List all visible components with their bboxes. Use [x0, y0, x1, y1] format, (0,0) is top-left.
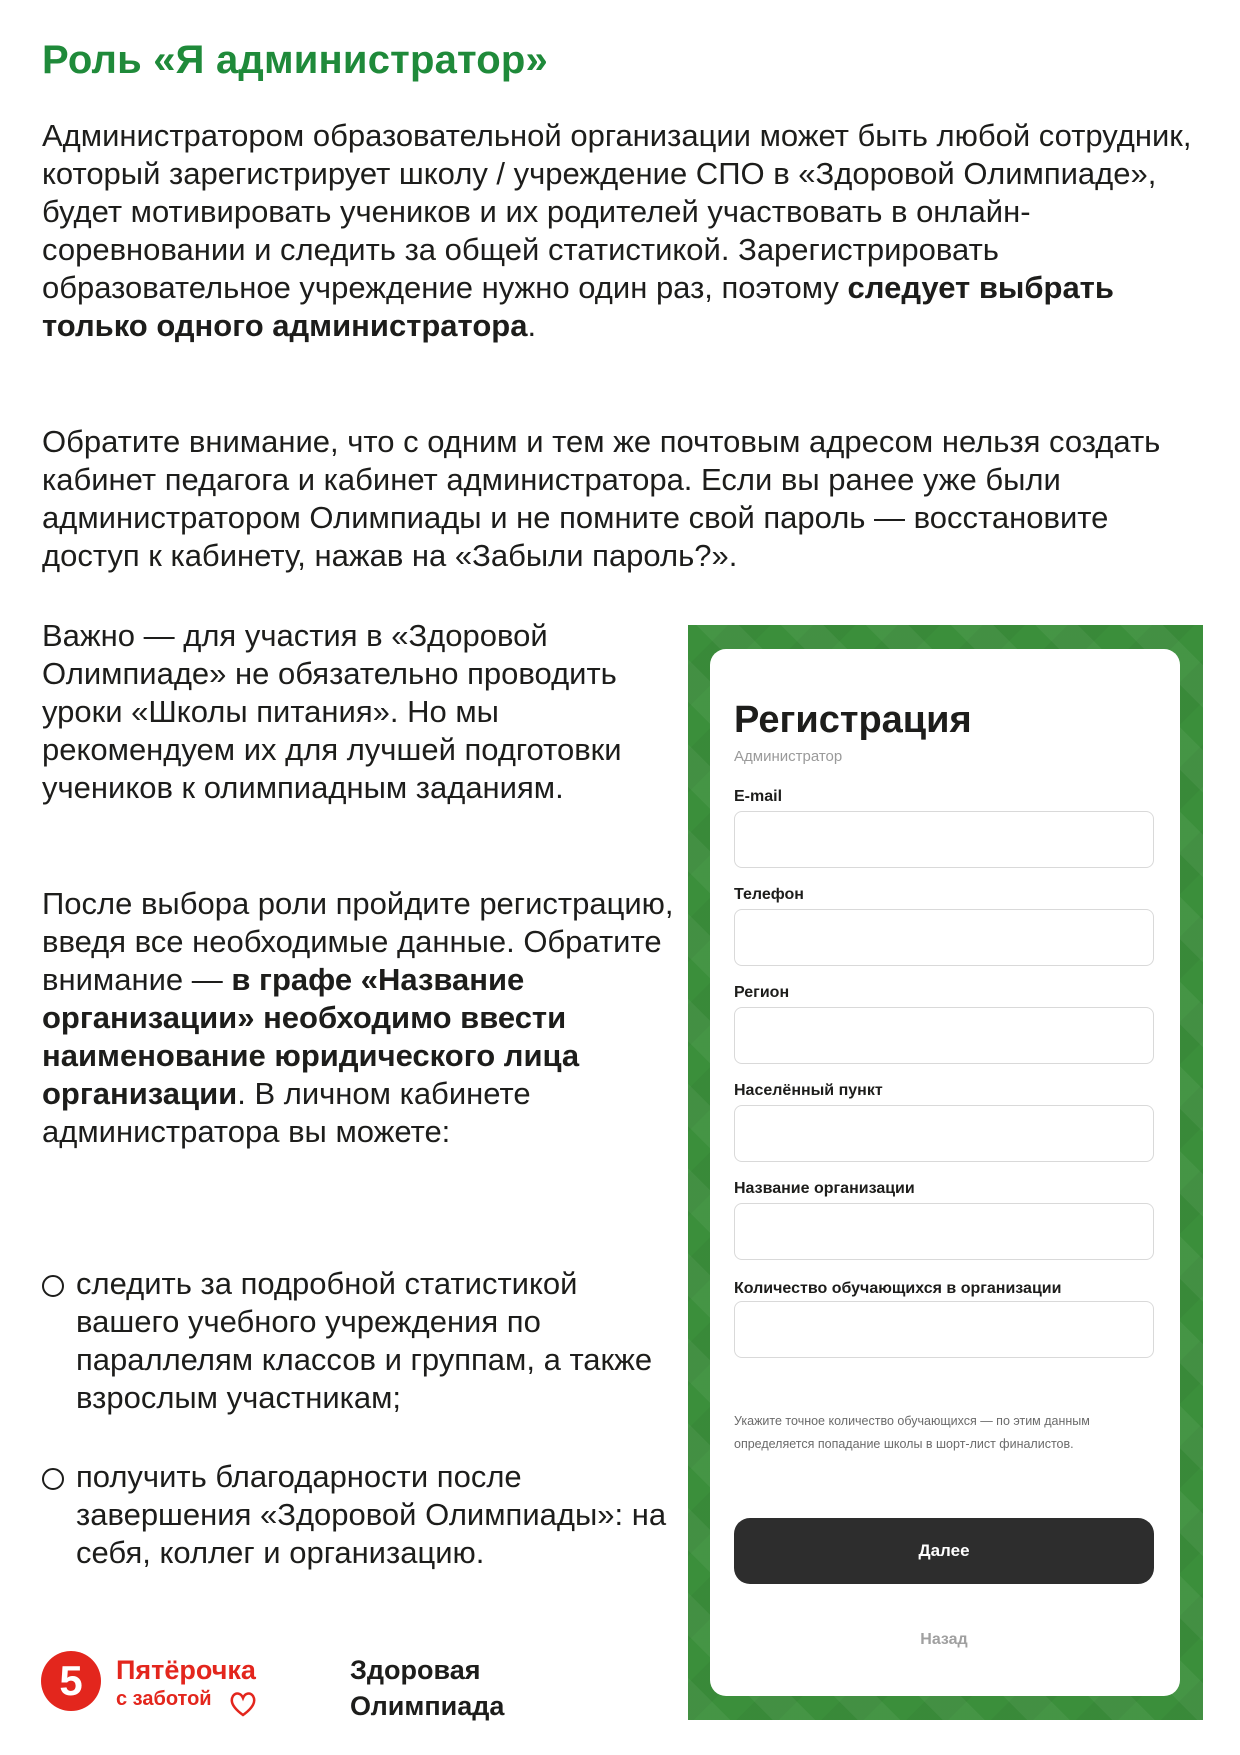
phone-field[interactable] [734, 909, 1154, 966]
registration-card [710, 649, 1180, 1696]
students-count-label: Количество обучающихся в организации [734, 1280, 1062, 1297]
locality-label: Населённый пункт [734, 1082, 883, 1099]
registration-text: После выбора роли пройдите регистрацию, введя все необходимые данные. Обратите внимание — [42, 886, 674, 997]
phone-label: Телефон [734, 886, 804, 903]
pyaterochka-logo-icon [40, 1650, 102, 1712]
locality-field[interactable] [734, 1105, 1154, 1162]
notice-paragraph: Обратите внимание, что с одним и тем же почтовым адресом нельзя создать кабинет педагога и кабинет администратора. Если вы ранее уже были администратором Олимпиады и не помните свой пароль — восстановите доступ к кабинету, нажав на «Забыли пароль?». [42, 424, 1161, 573]
students-count-hint: Укажите точное количество обучающихся — по этим данным определяется попадание школы в шорт-лист финалистов. [734, 1414, 1090, 1451]
registration-role: Администратор [734, 748, 843, 765]
registration-paragraph [42, 885, 682, 1151]
list-item-text: получить благодарности после завершения «Здоровой Олимпиады»: на себя, коллег и организацию. [76, 1459, 667, 1570]
email-field[interactable] [734, 811, 1154, 868]
intro-end: . [527, 308, 537, 343]
registration-screenshot [688, 625, 1203, 1720]
students-count-field[interactable] [734, 1301, 1154, 1358]
brand-name: Пятёрочка [116, 1655, 256, 1685]
olympiad-logo-line2: Олимпиада [350, 1691, 505, 1721]
list-item [42, 1265, 682, 1417]
registration-bold-text: в графе «Название организации» необходимо ввести наименование юридического лица организации [42, 962, 580, 1111]
intro-paragraph [42, 117, 1212, 345]
important-paragraph: Важно — для участия в «Здоровой Олимпиаде» не обязательно проводить уроки «Школы питания». Но мы рекомендуем их для лучшей подготовки учеников к олимпиадным заданиям. [42, 618, 622, 805]
list-item [42, 1458, 682, 1572]
registration-title: Регистрация [734, 699, 972, 741]
registration-end: . В личном кабинете администратора вы можете: [42, 1076, 531, 1149]
list-item-text: следить за подробной статистикой вашего учебного учреждения по параллелям классов и группам, а также взрослым участникам; [76, 1266, 653, 1415]
circle-bullet-icon [42, 1468, 64, 1490]
olympiad-logo-line1: Здоровая [350, 1655, 481, 1685]
email-label: E-mail [734, 788, 783, 805]
next-button[interactable]: Далее [734, 1518, 1154, 1584]
brand-tagline: с заботой [116, 1688, 212, 1710]
region-field[interactable] [734, 1007, 1154, 1064]
back-link[interactable]: Назад [920, 1631, 968, 1648]
org-name-label: Название организации [734, 1180, 915, 1197]
org-name-field[interactable] [734, 1203, 1154, 1260]
region-label: Регион [734, 984, 790, 1001]
intro-text: Администратором образовательной организации может быть любой сотрудник, который зарегистрирует школу / учреждение СПО в «Здоровой Олимпиаде», будет мотивировать учеников и их родителей участвовать в онлайн-соревновании и следить за общей статистикой. Зарегистрировать образовательное учреждение нужно один раз, поэтому [42, 118, 1192, 305]
circle-bullet-icon [42, 1275, 64, 1297]
page-title: Роль «Я администратор» [42, 38, 549, 82]
logo-digit: 5 [59, 1657, 83, 1704]
heart-icon [228, 1690, 258, 1718]
intro-bold-text: следует выбрать только одного администратора [42, 270, 1114, 343]
